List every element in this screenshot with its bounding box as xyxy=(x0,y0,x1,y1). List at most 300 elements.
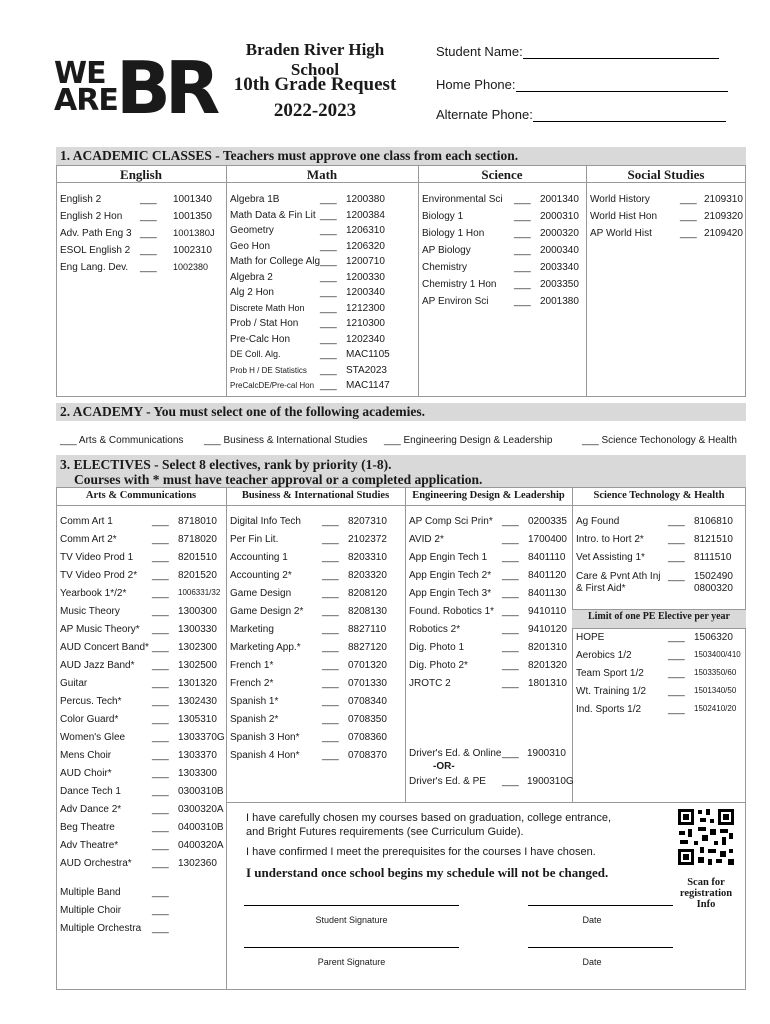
course-code: 1002310 xyxy=(173,245,212,256)
blank-line[interactable]: ___ xyxy=(322,606,339,617)
course-row xyxy=(576,516,733,527)
blank-line[interactable]: ___ xyxy=(502,748,519,759)
course-row xyxy=(230,271,385,283)
academy-option[interactable] xyxy=(204,435,367,446)
course-row xyxy=(409,588,567,599)
parent-signature-line[interactable] xyxy=(244,947,459,948)
course-row xyxy=(230,194,385,205)
blank-line[interactable]: ___ xyxy=(514,194,531,205)
alternate-phone-field[interactable]: Alternate Phone: xyxy=(436,107,726,122)
course-row xyxy=(576,704,737,715)
course-code: 9410110 xyxy=(528,606,567,617)
blank-line[interactable]: ___ xyxy=(668,686,685,697)
course-name: AP Biology xyxy=(422,245,471,256)
course-code: 1302360 xyxy=(178,858,217,869)
course-row xyxy=(230,225,385,236)
blank-line[interactable]: ___ xyxy=(152,516,169,527)
course-row xyxy=(60,245,212,256)
science-header: Science xyxy=(481,167,523,182)
blank-line[interactable]: ___ xyxy=(60,435,79,446)
course-name: Algebra 2 xyxy=(230,271,273,283)
blank-line[interactable]: ___ xyxy=(322,570,339,581)
blank-line[interactable]: ___ xyxy=(320,380,337,391)
blank-line[interactable]: ___ xyxy=(322,588,339,599)
blank-line[interactable]: ___ xyxy=(680,194,697,205)
course-name: Per Fin Lit. xyxy=(230,534,279,545)
student-date-line[interactable] xyxy=(528,905,673,906)
course-name: App Engin Tech 1 xyxy=(409,552,488,563)
course-code: 8208120 xyxy=(348,588,387,599)
course-name: Spanish 3 Hon* xyxy=(230,732,300,743)
course-code: 1501340/50 xyxy=(694,686,737,695)
course-name: Team Sport 1/2 xyxy=(576,668,644,679)
course-name: Adv Dance 2* xyxy=(60,804,122,815)
course-code: 1300300 xyxy=(178,606,217,617)
course-row xyxy=(230,750,387,761)
course-row xyxy=(576,668,737,679)
course-name: Ind. Sports 1/2 xyxy=(576,704,642,715)
blank-line[interactable]: ___ xyxy=(320,240,337,252)
blank-line[interactable]: ___ xyxy=(668,704,685,715)
course-row xyxy=(60,516,217,527)
blank-line[interactable]: ___ xyxy=(502,570,519,581)
blank-line[interactable]: ___ xyxy=(152,534,169,545)
course-code: 9410120 xyxy=(528,624,567,635)
course-row xyxy=(230,349,390,360)
blank-line[interactable]: ___ xyxy=(320,209,337,221)
course-code: 0400320A xyxy=(178,840,224,851)
course-name: Spanish 4 Hon* xyxy=(230,750,300,761)
course-code: 8111510 xyxy=(694,552,732,563)
section-3-title: 3. ELECTIVES - Select 8 electives, rank by priority (1-8). Courses with * must have teacher approval or a completed application. xyxy=(56,455,746,487)
course-name: AVID 2* xyxy=(409,534,444,545)
course-row xyxy=(409,606,567,617)
blank-line[interactable]: ___ xyxy=(152,923,169,934)
course-name: Accounting 1 xyxy=(230,552,288,563)
blank-line[interactable]: ___ xyxy=(152,905,169,916)
parent-signature-label: Parent Signature xyxy=(317,957,386,967)
course-row xyxy=(60,822,224,833)
blank-line[interactable]: ___ xyxy=(680,211,697,222)
blank-line[interactable]: ___ xyxy=(322,732,339,743)
statement-4: I understand once school begins my schedule will not be changed. xyxy=(246,865,609,880)
course-row xyxy=(60,887,169,898)
course-row xyxy=(60,923,169,934)
section-2-title: 2. ACADEMY - You must select one of the following academies. xyxy=(56,403,746,421)
course-name: Multiple Band xyxy=(60,887,121,898)
course-row xyxy=(230,302,385,314)
course-code: 2109310 xyxy=(704,194,743,205)
blank-line[interactable]: ___ xyxy=(514,245,531,256)
course-name: Aerobics 1/2 xyxy=(576,650,632,661)
course-row xyxy=(409,552,566,563)
blank-line[interactable]: ___ xyxy=(502,588,519,599)
blank-line[interactable]: ___ xyxy=(152,660,169,671)
course-row xyxy=(590,211,743,222)
course-name: Marketing xyxy=(230,624,274,635)
course-row xyxy=(60,570,217,581)
blank-line[interactable]: ___ xyxy=(152,642,169,653)
blank-line[interactable]: ___ xyxy=(152,588,169,599)
course-row xyxy=(409,534,567,545)
blank-line[interactable]: ___ xyxy=(502,660,519,671)
course-code: 0708370 xyxy=(348,750,387,761)
course-name: Game Design 2* xyxy=(230,606,304,617)
science-tech-header: Science Technology & Health xyxy=(593,490,725,501)
course-code: 1006331/32 xyxy=(178,588,221,597)
school-name: Braden River High School xyxy=(245,40,385,79)
blank-line[interactable]: ___ xyxy=(140,194,157,205)
course-row xyxy=(422,194,579,205)
course-code: 1300330 xyxy=(178,624,217,635)
blank-line[interactable]: ___ xyxy=(320,225,337,236)
course-name: App Engin Tech 2* xyxy=(409,570,492,581)
section-1-title: 1. ACADEMIC CLASSES - Teachers must approve one class from each section. xyxy=(56,147,746,165)
course-row xyxy=(230,660,387,671)
blank-line[interactable]: ___ xyxy=(680,228,697,239)
pe-limit-header: Limit of one PE Elective per year xyxy=(587,611,730,622)
blank-line[interactable]: ___ xyxy=(152,750,169,761)
academy-option[interactable] xyxy=(384,435,552,446)
course-row xyxy=(230,714,387,725)
course-name: Adv Theatre* xyxy=(60,840,119,851)
course-code: 2000320 xyxy=(540,228,579,239)
blank-line[interactable]: ___ xyxy=(322,750,339,761)
parent-date-line[interactable] xyxy=(528,947,673,948)
blank-line[interactable]: ___ xyxy=(582,435,602,446)
course-row xyxy=(60,624,217,635)
course-row xyxy=(422,262,579,273)
course-name: World History xyxy=(590,194,650,205)
blank-line[interactable]: ___ xyxy=(322,678,339,689)
home-phone-field[interactable]: Home Phone: xyxy=(436,77,728,92)
course-name: AUD Concert Band* xyxy=(60,642,149,653)
blank-line[interactable]: ___ xyxy=(152,786,169,797)
course-name: Mens Choir xyxy=(60,750,112,761)
blank-line[interactable]: ___ xyxy=(502,642,519,653)
course-row xyxy=(60,858,217,869)
course-row xyxy=(576,552,732,563)
course-row xyxy=(60,262,209,273)
blank-line[interactable]: ___ xyxy=(502,678,519,689)
course-code: 1801310 xyxy=(528,678,567,689)
course-name: Biology 1 xyxy=(422,211,464,222)
course-row xyxy=(60,768,217,779)
course-row xyxy=(576,686,737,697)
blank-line[interactable]: ___ xyxy=(668,668,685,679)
course-code: 2000310 xyxy=(540,211,579,222)
course-name: Game Design xyxy=(230,588,292,599)
course-name: AP Environ Sci xyxy=(422,296,489,307)
blank-line[interactable]: ___ xyxy=(322,552,339,563)
course-row xyxy=(230,240,385,252)
course-code: 1002380 xyxy=(173,262,209,272)
course-code: 8201520 xyxy=(178,570,217,581)
blank-line[interactable]: ___ xyxy=(320,271,337,283)
course-code: 1302430 xyxy=(178,696,217,707)
course-row xyxy=(409,624,567,635)
course-name: App Engin Tech 3* xyxy=(409,588,492,599)
course-name: Dance Tech 1 xyxy=(60,786,121,797)
academy-label: Business & International Studies xyxy=(223,435,368,446)
course-code: 1001350 xyxy=(173,211,212,222)
blank-line[interactable]: ___ xyxy=(152,696,169,707)
blank-line[interactable]: ___ xyxy=(152,606,169,617)
blank-line[interactable]: ___ xyxy=(140,262,157,273)
course-row xyxy=(60,696,217,707)
course-row xyxy=(576,632,733,643)
course-code: 1001380J xyxy=(173,228,215,239)
course-code: 0701320 xyxy=(348,660,387,671)
blank-line[interactable]: ___ xyxy=(320,287,337,298)
course-code: 8121510 xyxy=(694,534,733,545)
blank-line[interactable]: ___ xyxy=(668,632,685,643)
english-header: English xyxy=(120,167,162,182)
course-code: 8401120 xyxy=(528,570,567,581)
course-name: Chemistry 1 Hon xyxy=(422,279,497,290)
course-name: Discrete Math Hon xyxy=(230,302,305,313)
math-header: Math xyxy=(306,167,338,182)
course-code: 1303370G xyxy=(178,732,225,743)
academy-option[interactable] xyxy=(582,435,737,446)
course-code: 0701330 xyxy=(348,678,387,689)
course-name: Eng Lang. Dev. xyxy=(60,262,129,273)
course-code: 1200380 xyxy=(346,194,385,205)
course-row xyxy=(409,516,567,527)
course-row xyxy=(422,245,579,256)
blank-line[interactable]: ___ xyxy=(140,211,157,222)
blank-line[interactable]: ___ xyxy=(152,678,169,689)
course-code: 1202340 xyxy=(346,333,385,345)
blank-line[interactable]: ___ xyxy=(320,194,337,205)
arts-header: Arts & Communications xyxy=(85,490,197,501)
blank-line[interactable]: ___ xyxy=(320,333,337,345)
course-row xyxy=(60,194,212,205)
student-signature-label: Student Signature xyxy=(315,915,388,925)
blank-line[interactable]: ___ xyxy=(384,435,404,446)
course-row xyxy=(60,588,221,599)
blank-line[interactable]: ___ xyxy=(322,534,339,545)
blank-line[interactable]: ___ xyxy=(320,256,337,267)
blank-line[interactable]: ___ xyxy=(152,570,169,581)
course-code: 8718020 xyxy=(178,534,217,545)
statement-2: and Bright Futures requirements (see Curriculum Guide). xyxy=(246,826,524,838)
course-name: Comm Art 1 xyxy=(60,516,113,527)
blank-line[interactable]: ___ xyxy=(152,732,169,743)
blank-line[interactable]: ___ xyxy=(514,279,531,290)
course-name: Geometry xyxy=(230,225,274,236)
qr-code[interactable] xyxy=(676,807,736,867)
course-row xyxy=(230,678,387,689)
course-name: Spanish 2* xyxy=(230,714,279,725)
course-code: 1206320 xyxy=(346,240,385,252)
course-name: English 2 xyxy=(60,194,102,205)
blank-line[interactable]: ___ xyxy=(152,858,169,869)
course-row xyxy=(230,642,387,653)
course-row xyxy=(60,750,217,761)
course-row xyxy=(60,840,224,851)
course-name: DE Coll. Alg. xyxy=(230,349,281,359)
course-row xyxy=(230,588,387,599)
course-code: 1200330 xyxy=(346,271,385,283)
course-name: Prob H / DE Statistics xyxy=(230,365,307,375)
blank-line[interactable]: ___ xyxy=(322,624,339,635)
blank-line[interactable]: ___ xyxy=(668,552,685,563)
course-row xyxy=(60,552,217,563)
statement-1: I have carefully chosen my courses based on graduation, college entrance, xyxy=(246,812,612,824)
course-name: Yearbook 1*/2* xyxy=(60,588,127,599)
course-row xyxy=(230,552,387,563)
course-name: Percus. Tech* xyxy=(60,696,122,707)
blank-line[interactable]: ___ xyxy=(514,211,531,222)
course-code: 2001380 xyxy=(540,296,579,307)
social-studies-header: Social Studies xyxy=(627,167,705,182)
blank-line[interactable]: ___ xyxy=(322,516,339,527)
course-name: French 1* xyxy=(230,660,274,671)
blank-line[interactable]: ___ xyxy=(140,245,157,256)
blank-line[interactable]: ___ xyxy=(668,571,685,582)
drivers-ed-online-row: Driver's Ed. & Online ___ 1900310 xyxy=(409,748,566,759)
course-name: Pre-Calc Hon xyxy=(230,333,291,345)
course-name: Comm Art 2* xyxy=(60,534,117,545)
course-code: 2003340 xyxy=(540,262,579,273)
course-code: 1200340 xyxy=(346,287,385,298)
course-name: TV Video Prod 1 xyxy=(60,552,134,563)
student-date-label: Date xyxy=(582,915,602,925)
course-row xyxy=(60,211,212,222)
course-row xyxy=(60,606,217,617)
course-row xyxy=(60,905,169,916)
course-row xyxy=(409,660,567,671)
blank-line[interactable]: ___ xyxy=(140,228,157,239)
course-row xyxy=(576,534,733,545)
parent-date-label: Date xyxy=(582,957,602,967)
blank-line[interactable]: ___ xyxy=(502,534,519,545)
course-name: Chemistry xyxy=(422,262,468,273)
blank-line[interactable]: ___ xyxy=(152,714,169,725)
blank-line[interactable]: ___ xyxy=(152,822,169,833)
blank-line[interactable]: ___ xyxy=(322,714,339,725)
blank-line[interactable]: ___ xyxy=(152,624,169,635)
blank-line[interactable]: ___ xyxy=(502,606,519,617)
course-name: Spanish 1* xyxy=(230,696,279,707)
blank-line[interactable]: ___ xyxy=(322,642,339,653)
course-code: 0300320A xyxy=(178,804,224,815)
blank-line[interactable]: ___ xyxy=(514,228,531,239)
course-row xyxy=(409,570,567,581)
blank-line[interactable]: ___ xyxy=(152,887,169,898)
course-code: 8208130 xyxy=(348,606,387,617)
blank-line[interactable]: ___ xyxy=(152,552,169,563)
course-code: 1212300 xyxy=(346,302,385,314)
academy-label: Engineering Design & Leadership xyxy=(403,435,553,446)
blank-line[interactable]: ___ xyxy=(152,804,169,815)
course-code: 1303300 xyxy=(178,768,217,779)
student-name-field[interactable]: Student Name: xyxy=(436,44,719,59)
student-signature-line[interactable] xyxy=(244,905,459,906)
course-code: 2003350 xyxy=(540,279,579,290)
course-code: 8401110 xyxy=(528,552,566,563)
course-name: Digital Info Tech xyxy=(230,516,301,527)
course-name: AUD Jazz Band* xyxy=(60,660,135,671)
course-code: STA2023 xyxy=(346,364,387,376)
blank-line[interactable]: ___ xyxy=(320,302,337,314)
blank-line[interactable]: ___ xyxy=(320,318,337,329)
engineering-header: Engineering Design & Leadership xyxy=(412,490,565,501)
course-code: 8201510 xyxy=(178,552,217,563)
course-name: ESOL English 2 xyxy=(60,245,131,256)
course-name: Intro. to Hort 2* xyxy=(576,534,644,545)
course-code: 8401130 xyxy=(528,588,567,599)
course-name: Dig. Photo 1 xyxy=(409,642,465,653)
course-row xyxy=(230,534,387,545)
course-name: Guitar xyxy=(60,678,88,689)
course-code: 1503350/60 xyxy=(694,668,737,677)
course-code: 0708360 xyxy=(348,732,387,743)
course-name: Color Guard* xyxy=(60,714,119,725)
blank-line[interactable]: ___ xyxy=(152,768,169,779)
course-code: 1506320 xyxy=(694,632,733,643)
course-code: 8207310 xyxy=(348,516,387,527)
course-row xyxy=(230,287,385,298)
course-code: 0400310B xyxy=(178,822,224,833)
blank-line[interactable]: ___ xyxy=(320,364,337,376)
course-name: Prob / Stat Hon xyxy=(230,318,299,329)
course-row xyxy=(230,732,387,743)
blank-line[interactable]: ___ xyxy=(502,624,519,635)
course-name: Dig. Photo 2* xyxy=(409,660,468,671)
blank-line[interactable]: ___ xyxy=(502,776,519,787)
course-code: 2001340 xyxy=(540,194,579,205)
blank-line[interactable]: ___ xyxy=(668,534,685,545)
blank-line[interactable]: ___ xyxy=(668,650,685,661)
course-name: PreCalcDE/Pre-cal Hon xyxy=(230,381,315,390)
course-row xyxy=(230,380,390,391)
business-header: Business & International Studies xyxy=(241,490,390,501)
course-code: MAC1105 xyxy=(346,349,390,360)
course-name: Women's Glee xyxy=(60,732,126,743)
blank-line[interactable]: ___ xyxy=(322,660,339,671)
course-code: 8203320 xyxy=(348,570,387,581)
course-row xyxy=(230,333,385,345)
course-row xyxy=(230,696,387,707)
course-code: 2000340 xyxy=(540,245,579,256)
qr-caption: Scan for registration Info xyxy=(679,877,733,910)
course-row xyxy=(230,256,385,267)
course-name: Algebra 1B xyxy=(230,194,280,205)
course-name: Ag Found xyxy=(576,516,620,527)
course-name: Biology 1 Hon xyxy=(422,228,485,239)
blank-line[interactable]: ___ xyxy=(502,552,519,563)
blank-line[interactable]: ___ xyxy=(502,516,519,527)
course-row xyxy=(60,714,217,725)
blank-line[interactable]: ___ xyxy=(514,296,531,307)
blank-line[interactable]: ___ xyxy=(152,840,169,851)
academy-option[interactable] xyxy=(60,435,183,446)
course-row xyxy=(576,650,741,661)
blank-line[interactable]: ___ xyxy=(320,349,337,360)
course-name: AP Comp Sci Prin* xyxy=(409,516,493,527)
course-code: 1305310 xyxy=(178,714,217,725)
course-code: 1210300 xyxy=(346,318,385,329)
blank-line[interactable]: ___ xyxy=(668,516,685,527)
blank-line[interactable]: ___ xyxy=(322,696,339,707)
form-title: 10th Grade Request xyxy=(233,74,397,95)
course-name: Robotics 2* xyxy=(409,624,461,635)
blank-line[interactable]: ___ xyxy=(514,262,531,273)
course-name: Wt. Training 1/2 xyxy=(576,686,647,697)
blank-line[interactable]: ___ xyxy=(204,435,224,446)
